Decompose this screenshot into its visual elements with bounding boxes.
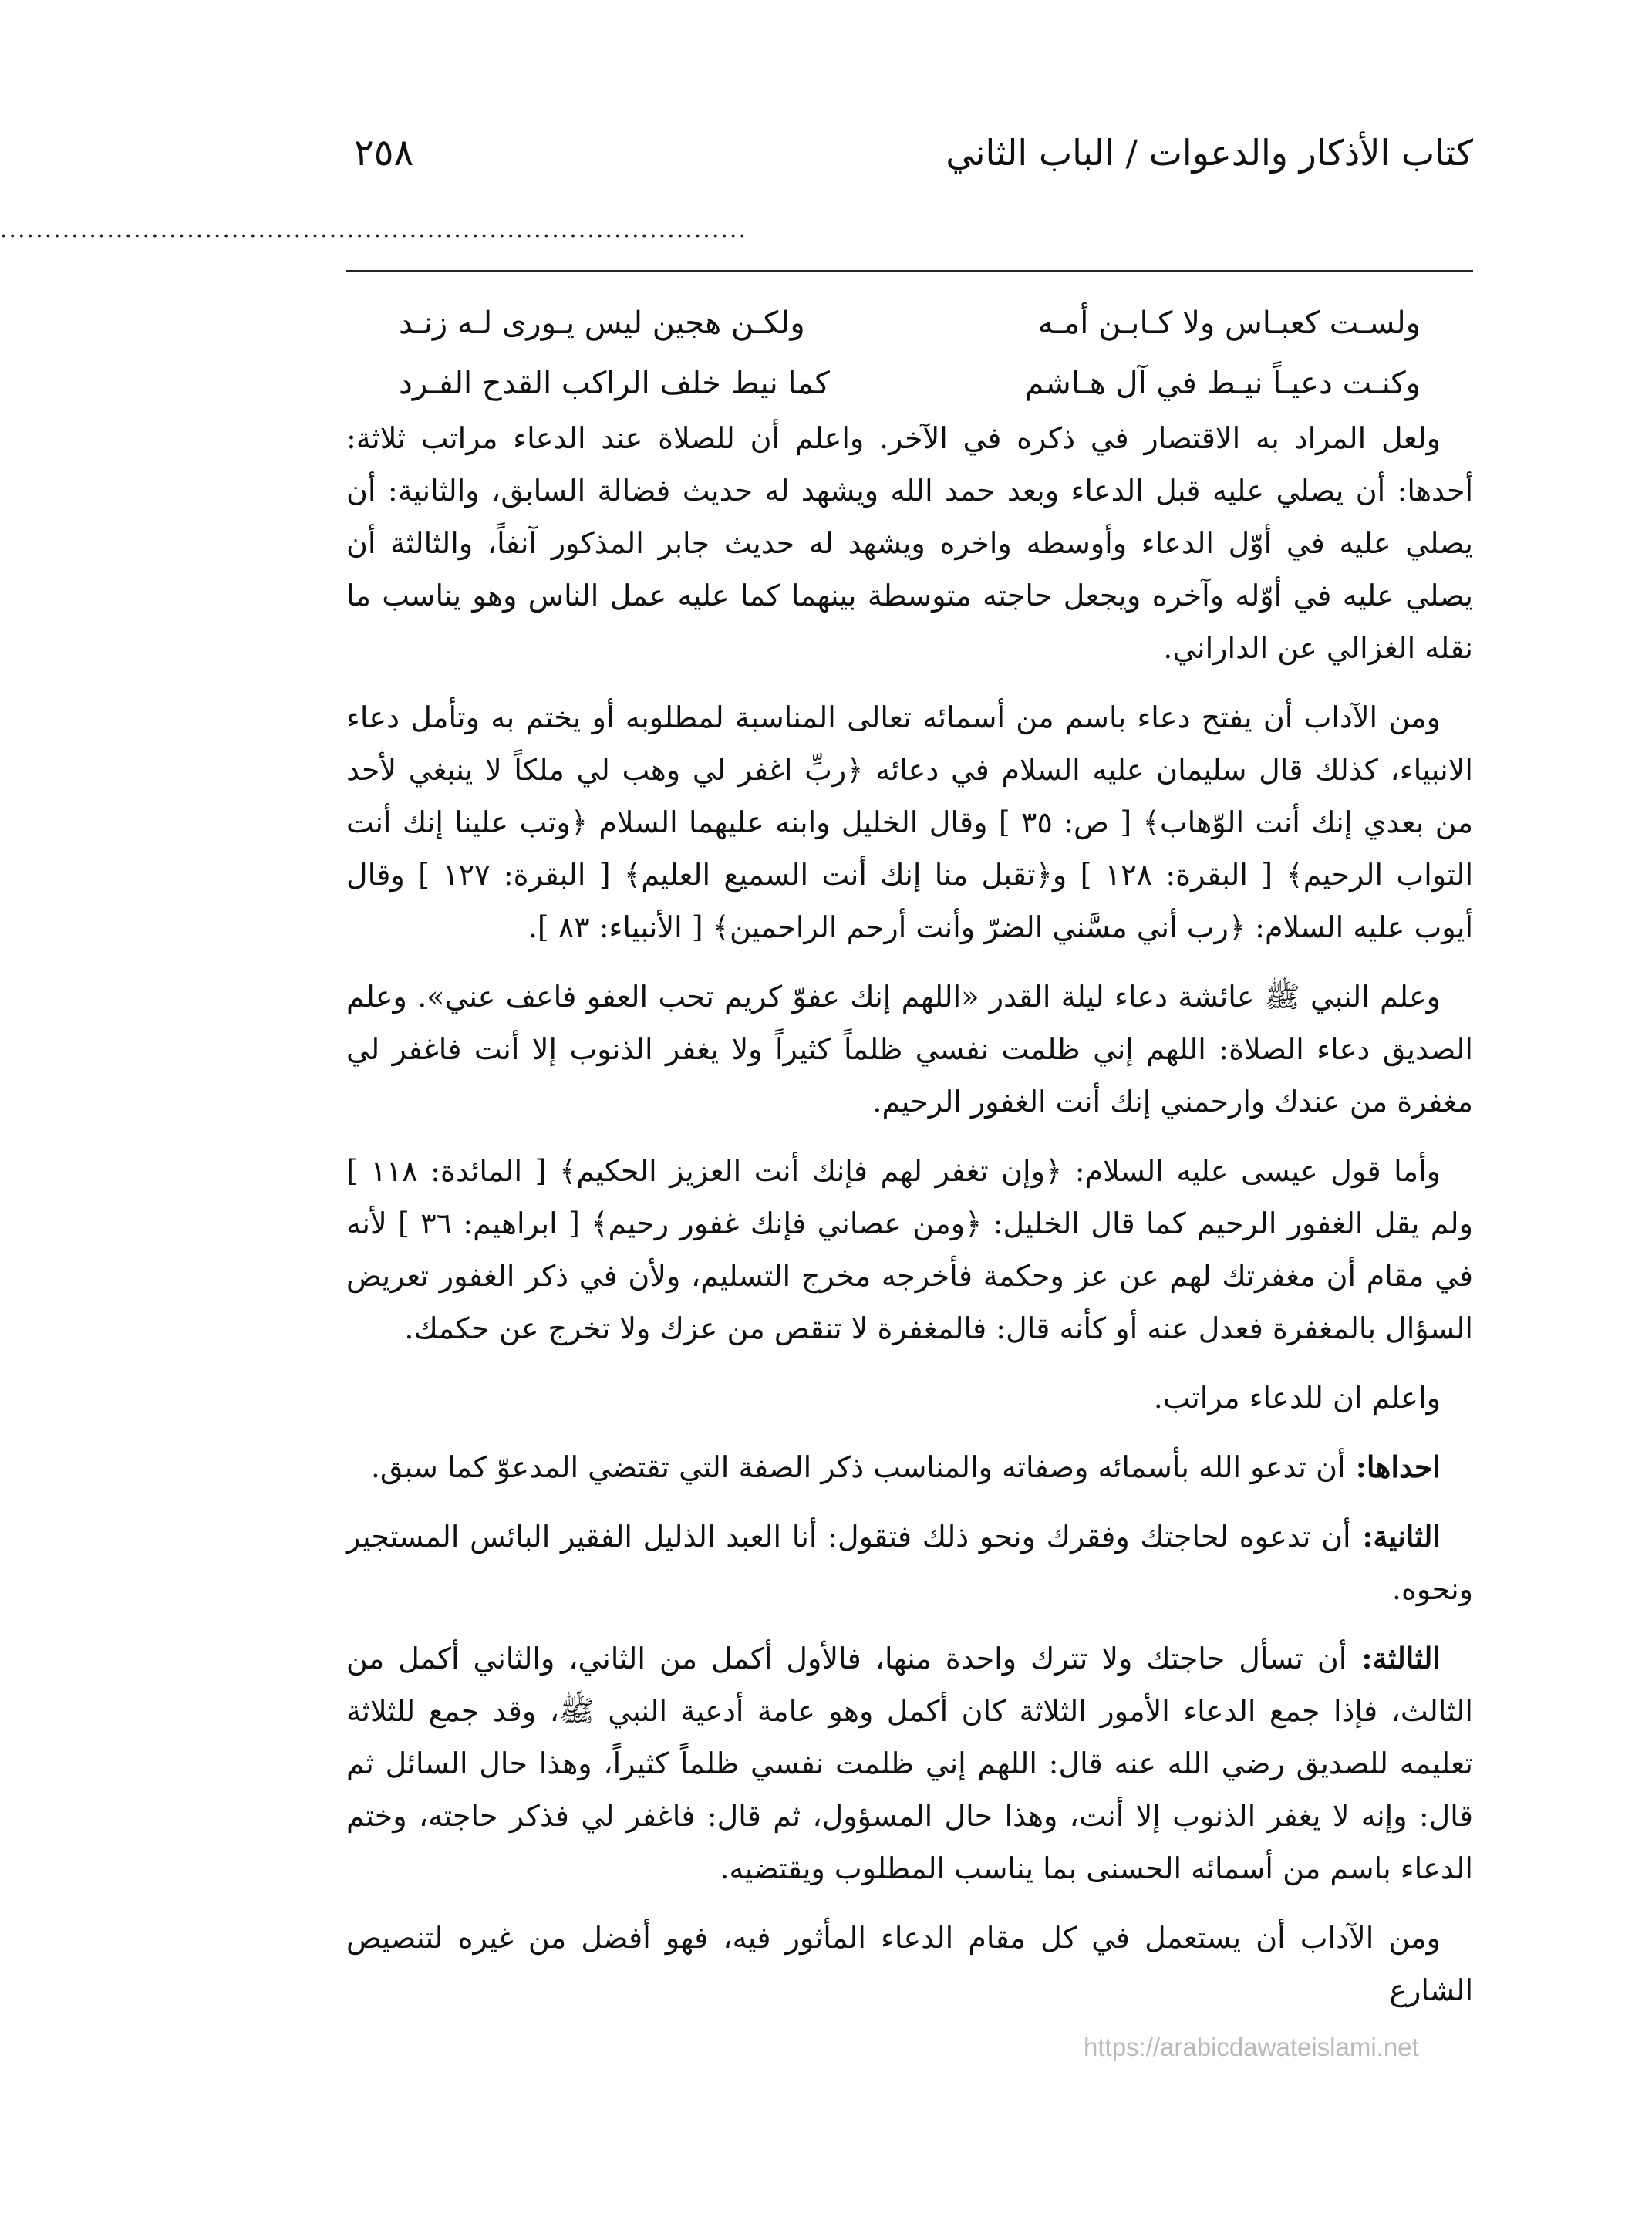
paragraph-text: ولعل المراد به الاقتصار في ذكره في الآخر. واعلم أن للصلاة عند الدعاء مراتب ثلاثة: أحدها: أن يصلي عليه قبل الدعاء وبعد حمد الله ويشهد له حديث فضالة السابق، والثانية: أن يصلي عليه في أوّل الدعاء وأوسطه واخره ويشهد له حديث جابر المذكور آنفاً، والثالثة أن يصلي عليه في أوّله وآخره ويجعل حاجته متوسطة بينهما كما عليه عمل الناس وهو يناسب ما نقله الغزالي عن الداراني. (346, 421, 1473, 665)
paragraph-text: واعلم ان للدعاء مراتب. (1153, 1381, 1441, 1415)
paragraph (346, 412, 1473, 674)
paragraph-text: وعلم النبي ﷺ عائشة دعاء ليلة القدر «اللهم إنك عفوّ كريم تحب العفو فاعف عني». وعلم الصديق دعاء الصلاة: اللهم إني ظلمت نفسي ظلماً كثيراً ولا يغفر الذنوب إلا أنت فاغفر لي مغفرة من عندك وارحمني إنك أنت الغفور الرحيم. (346, 980, 1473, 1119)
poem (399, 293, 1421, 413)
body-text (346, 412, 1473, 2033)
paragraph (346, 1372, 1473, 1424)
paragraph-text: وأما قول عيسى عليه السلام: ﴿وإن تغفر لهم فإنك أنت العزيز الحكيم﴾ [ المائدة: ١١٨ ] ولم يقل الغفور الرحيم كما قال الخليل: ﴿ومن عصاني فإنك غفور رحيم﴾ [ ابراهيم: ٣٦ ] لأنه في مقام أن مغفرتك لهم عن عز وحكمة فأخرجه مخرج التسليم، ولأن في ذكر الغفور تعريض السؤال بالمغفرة فعدل عنه أو كأنه قال: فالمغفرة لا تنقص من عزك ولا تخرج عن حكمك. (346, 1154, 1473, 1345)
paragraph (346, 1145, 1473, 1355)
paragraph-label: احداها: (1345, 1449, 1441, 1484)
running-title: كتاب الأذكار والدعوات / الباب الثاني (946, 132, 1473, 174)
watermark-url: https://arabicdawateislami.net (1084, 2033, 1419, 2061)
paragraph (346, 1510, 1473, 1615)
paragraph-text: أن تدعو الله بأسمائه وصفاته والمناسب ذكر الصفة التي تقتضي المدعوّ كما سبق. (370, 1450, 1346, 1484)
paragraph (346, 1441, 1473, 1493)
poem-second-hemistich: كما نيط خلف الراكب القدح الفـرد (399, 366, 830, 401)
dotted-separator: .................................................................................... (0, 216, 747, 243)
page-header (346, 130, 1473, 184)
poem-verse (399, 293, 1421, 353)
paragraph (346, 1912, 1473, 2016)
paragraph-text: أن تدعوه لحاجتك وفقرك ونحو ذلك فتقول: أنا العبد الذليل الفقير البائس المستجير ونحوه. (346, 1520, 1473, 1606)
paragraph (346, 970, 1473, 1128)
page-number: ٢٥٨ (354, 131, 414, 174)
paragraph-label: الثانية: (1350, 1519, 1441, 1554)
paragraph-label: الثالثة: (1347, 1641, 1441, 1676)
paragraph-text: ومن الآداب أن يستعمل في كل مقام الدعاء المأثور فيه، فهو أفضل من غيره لتنصيص الشارع (346, 1921, 1473, 2007)
poem-second-hemistich: ولكـن هجين ليس يـورى لـه زنـد (399, 305, 805, 341)
paragraph (346, 1632, 1473, 1895)
paragraph-text: أن تسأل حاجتك ولا تترك واحدة منها، فالأول أكمل من الثاني، والثاني أكمل من الثالث، فإذا جمع الدعاء الأمور الثلاثة كان أكمل وهو عامة أدعية النبي ﷺ، وقد جمع للثلاثة تعليمه للصديق رضي الله عنه قال: اللهم إني ظلمت نفسي ظلماً كثيراً، وهذا حال السائل ثم قال: وإنه لا يغفر الذنوب إلا أنت، وهذا حال المسؤول، ثم قال: فاغفر لي فذكر حاجته، وختم الدعاء باسم من أسمائه الحسنى بما يناسب المطلوب ويقتضيه. (346, 1642, 1473, 1885)
poem-first-hemistich: ولسـت كعبـاس ولا كـابـن أمـه (1037, 305, 1421, 341)
header-rule (346, 270, 1473, 272)
poem-first-hemistich: وكنـت دعيـاً نيـط في آل هـاشم (1024, 366, 1421, 401)
paragraph (346, 691, 1473, 953)
poem-verse (399, 353, 1421, 413)
paragraph-text: ومن الآداب أن يفتح دعاء باسم من أسمائه تعالى المناسبة لمطلوبه أو يختم به وتأمل دعاء الانبياء، كذلك قال سليمان عليه السلام في دعائه ﴿ربِّ اغفر لي وهب لي ملكاً لا ينبغي لأحد من بعدي إنك أنت الوّهاب﴾ [ ص: ٣٥ ] وقال الخليل وابنه عليهما السلام ﴿وتب علينا إنك أنت التواب الرحيم﴾ [ البقرة: ١٢٨ ] و﴿تقبل منا إنك أنت السميع العليم﴾ [ البقرة: ١٢٧ ] وقال أيوب عليه السلام: ﴿رب أني مسَّني الضرّ وأنت أرحم الراحمين﴾ [ الأنبياء: ٨٣ ]. (346, 700, 1474, 944)
